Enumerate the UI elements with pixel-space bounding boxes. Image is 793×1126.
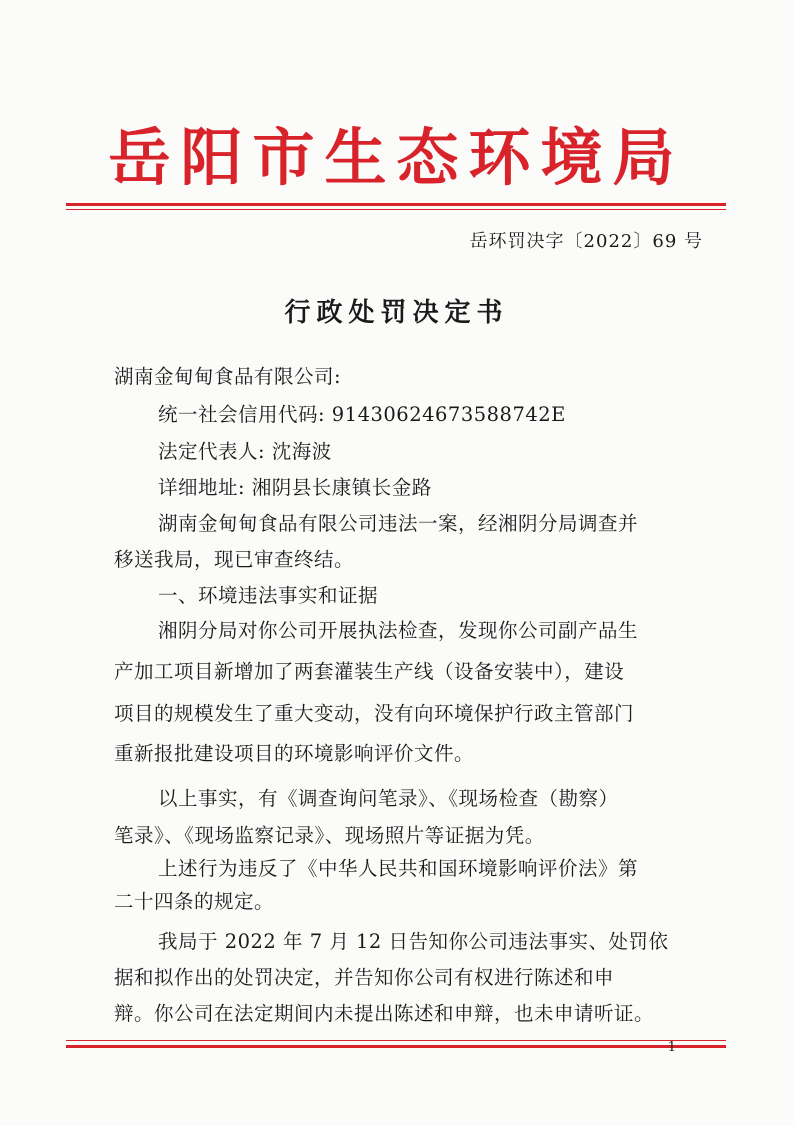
body-line: 产加工项目新增加了两套灌装生产线（设备安装中），建设 — [114, 660, 625, 683]
document-title: 行政处罚决定书 — [284, 298, 509, 328]
address-line: 详细地址: 湘阴县长康镇长金路 — [158, 476, 432, 499]
footer-red-rule-thin — [66, 1040, 726, 1041]
body-line: 移送我局，现已审查终结。 — [114, 548, 355, 571]
body-line: 重新报批建设项目的环境影响评价文件。 — [114, 742, 475, 765]
legal-rep-line: 法定代表人: 沈海波 — [158, 440, 332, 463]
body-line: 湘阴分局对你公司开展执法检查，发现你公司副产品生 — [158, 619, 639, 642]
header-red-rule-thick — [66, 203, 726, 206]
body-line: 以上事实，有《调查询问笔录》、《现场检查（勘察） — [158, 787, 619, 810]
body-line: 辩。你公司在法定期间内未提出陈述和申辩，也未申请听证。 — [114, 1002, 655, 1025]
section-heading: 一、环境违法事实和证据 — [158, 584, 379, 607]
credit-code-line: 统一社会信用代码: 91430624673588742E — [158, 403, 566, 426]
footer-red-rule-thick — [66, 1045, 726, 1048]
addressee-line: 湖南金甸甸食品有限公司: — [114, 365, 342, 388]
body-line: 据和拟作出的处罚决定，并告知你公司有权进行陈述和申 — [114, 966, 615, 989]
document-number: 岳环罚决字〔2022〕69 号 — [469, 231, 703, 252]
body-line: 笔录》、《现场监察记录》、现场照片等证据为凭。 — [114, 824, 545, 847]
page-number: 1 — [667, 1040, 676, 1055]
body-line: 上述行为违反了《中华人民共和国环境影响评价法》第 — [158, 857, 639, 880]
body-line: 项目的规模发生了重大变动，没有向环境保护行政主管部门 — [114, 702, 635, 725]
header-red-rule-thin — [66, 209, 726, 210]
org-name-header: 岳阳市生态环境局 — [108, 121, 685, 194]
body-line: 湖南金甸甸食品有限公司违法一案，经湘阴分局调查并 — [158, 512, 639, 535]
body-line: 我局于 2022 年 7 月 12 日告知你公司违法事实、处罚依 — [158, 930, 669, 953]
body-line: 二十四条的规定。 — [114, 890, 275, 913]
